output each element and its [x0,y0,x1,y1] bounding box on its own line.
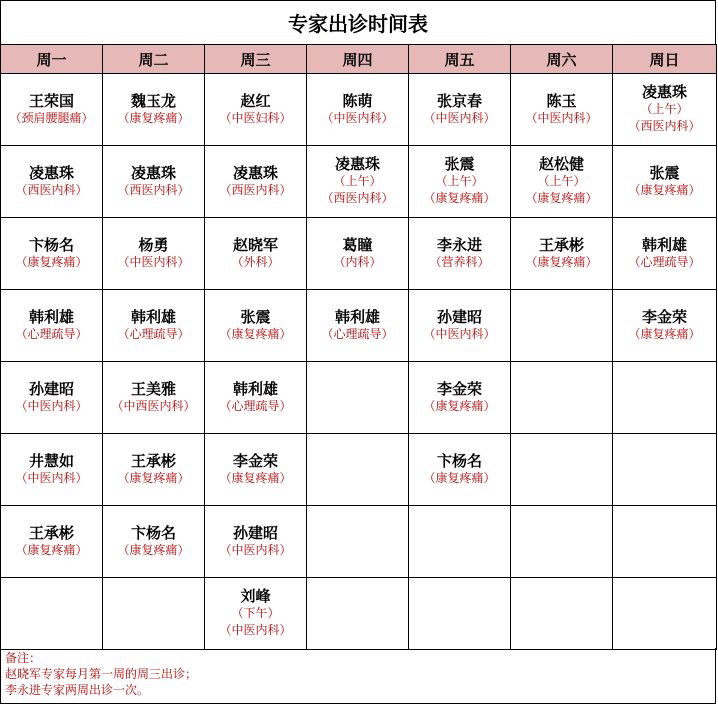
header-row [1,45,717,74]
table-row [1,146,717,218]
empty-cell [307,578,409,650]
doctor-cell [409,434,511,506]
department-label: （康复疼痛） [117,470,190,485]
department-label: （康复疼痛） [628,326,701,341]
department-label: （康复疼痛） [117,110,190,125]
doctor-entry [103,237,204,271]
session-time: （下午） [231,606,280,620]
department-label: （康复疼痛） [117,542,190,557]
department-label: （康复疼痛） [423,398,496,413]
doctor-cell [409,362,511,434]
doctor-name: 张震 [444,155,475,173]
note-line: 李永进专家两周出诊一次。 [5,683,150,697]
doctor-cell [511,218,613,290]
table-row [1,578,717,650]
department-label: （西医内科） [117,182,190,197]
doctor-cell [103,506,205,578]
department-label: （中医妇科） [219,110,292,125]
day-header-thu: 周四 [307,45,409,74]
department-label: （康复疼痛） [423,470,496,485]
empty-cell [613,434,717,506]
day-header-sun: 周日 [613,45,717,74]
doctor-name: 李金荣 [641,307,687,326]
doctor-name: 韩利雄 [232,379,278,398]
doctor-entry [205,588,306,639]
department-label: （康复疼痛） [423,191,496,205]
doctor-cell [103,74,205,146]
table-row [1,74,717,146]
doctor-name: 孙建昭 [436,307,482,326]
department-label: （内科） [333,254,382,269]
doctor-entry [511,156,612,207]
doctor-name: 卞杨名 [436,451,482,470]
doctor-entry [409,237,510,271]
department-label: （营养科） [429,254,490,269]
doctor-name: 葛瞳 [342,235,373,254]
doctor-entry [613,165,716,199]
doctor-entry [307,93,408,127]
doctor-entry [613,84,716,135]
department-label: （康复疼痛） [525,254,598,269]
doctor-entry [103,165,204,199]
doctor-name: 凌惠珠 [641,83,687,101]
department-label: （颈肩腰腿痛） [9,110,94,125]
empty-cell [511,434,613,506]
doctor-entry [307,237,408,271]
doctor-cell [307,146,409,218]
doctor-name: 凌惠珠 [232,163,278,182]
doctor-entry [103,93,204,127]
doctor-entry [205,237,306,271]
doctor-entry [409,453,510,487]
doctor-name: 张震 [240,307,271,326]
doctor-name: 张震 [649,163,680,182]
doctor-cell [1,362,103,434]
doctor-name: 魏玉龙 [130,91,176,110]
day-header-fri: 周五 [409,45,511,74]
doctor-cell [1,74,103,146]
department-label: （心理疏导） [15,326,88,341]
doctor-cell [205,362,307,434]
doctor-name: 韩利雄 [130,307,176,326]
doctor-cell [103,218,205,290]
doctor-entry [409,156,510,207]
empty-cell [613,578,717,650]
department-label: （西医内科） [15,182,88,197]
day-header-tue: 周二 [103,45,205,74]
doctor-cell [409,146,511,218]
doctor-name: 陈玉 [546,91,577,110]
department-label: （西医内科） [628,119,701,133]
empty-cell [511,578,613,650]
department-label: （心理疏导） [321,326,394,341]
session-time: （上午） [537,174,586,188]
doctor-entry [205,525,306,559]
doctor-entry [613,237,716,271]
department-label: （心理疏导） [117,326,190,341]
doctor-entry [409,381,510,415]
department-label: （心理疏导） [628,254,701,269]
doctor-entry [103,309,204,343]
doctor-cell [205,218,307,290]
department-label: （心理疏导） [219,398,292,413]
department-label: （康复疼痛） [15,542,88,557]
doctor-name: 赵晓军 [232,235,278,254]
doctor-name: 凌惠珠 [334,155,380,173]
table-row [1,290,717,362]
doctor-cell [103,362,205,434]
session-time: （上午） [333,174,382,188]
department-label: （中医内科） [423,326,496,341]
doctor-name: 杨勇 [138,235,169,254]
empty-cell [511,506,613,578]
doctor-name: 刘峰 [240,587,271,605]
empty-cell [511,362,613,434]
empty-cell [307,506,409,578]
notes-section [0,648,716,704]
doctor-cell [307,218,409,290]
department-label: （康复疼痛） [15,254,88,269]
doctor-entry [409,93,510,127]
department-label: （中医内科） [15,470,88,485]
department-label: （外科） [231,254,280,269]
doctor-cell [511,146,613,218]
department-label: （中医内科） [219,542,292,557]
doctor-cell [307,290,409,362]
doctor-name: 王承彬 [130,451,176,470]
doctor-cell [103,146,205,218]
schedule-table [0,44,717,650]
doctor-entry [205,453,306,487]
doctor-name: 孙建昭 [232,523,278,542]
empty-cell [409,578,511,650]
doctor-name: 井慧如 [28,451,74,470]
doctor-cell [1,146,103,218]
table-header [1,45,717,74]
department-label: （西医内科） [219,182,292,197]
empty-cell [103,578,205,650]
doctor-entry [205,309,306,343]
doctor-name: 赵松健 [538,155,584,173]
doctor-cell [1,506,103,578]
doctor-cell [511,74,613,146]
day-header-wed: 周三 [205,45,307,74]
page-title: 专家出诊时间表 [0,0,716,44]
doctor-name: 韩利雄 [334,307,380,326]
department-label: （中医内科） [321,110,394,125]
doctor-cell [307,74,409,146]
doctor-entry [307,309,408,343]
doctor-name: 凌惠珠 [28,163,74,182]
doctor-entry [103,453,204,487]
session-time: （上午） [640,102,689,116]
department-label: （康复疼痛） [219,326,292,341]
doctor-entry [205,93,306,127]
department-label: （中医内科） [219,623,292,637]
doctor-entry [1,381,102,415]
empty-cell [307,362,409,434]
table-row [1,362,717,434]
doctor-cell [409,74,511,146]
doctor-name: 韩利雄 [28,307,74,326]
doctor-cell [205,146,307,218]
department-label: （中西医内科） [111,398,196,413]
doctor-entry [1,525,102,559]
day-header-mon: 周一 [1,45,103,74]
doctor-cell [613,74,717,146]
doctor-entry [511,237,612,271]
department-label: （中医内科） [15,398,88,413]
department-label: （康复疼痛） [219,470,292,485]
doctor-name: 凌惠珠 [130,163,176,182]
doctor-cell [1,434,103,506]
doctor-entry [511,93,612,127]
doctor-cell [205,290,307,362]
doctor-name: 王承彬 [538,235,584,254]
notes-label: 备注： [5,651,42,665]
department-label: （中医内科） [423,110,496,125]
department-label: （西医内科） [321,191,394,205]
doctor-name: 卞杨名 [28,235,74,254]
doctor-entry [205,381,306,415]
empty-cell [307,434,409,506]
doctor-entry [1,453,102,487]
doctor-entry [103,525,204,559]
doctor-name: 陈萌 [342,91,373,110]
note-line: 赵晓军专家每月第一周的周三出诊； [5,667,198,681]
doctor-entry [1,309,102,343]
doctor-name: 赵红 [240,91,271,110]
doctor-cell [1,290,103,362]
empty-cell [511,290,613,362]
doctor-cell [205,434,307,506]
doctor-cell [1,218,103,290]
department-label: （康复疼痛） [525,191,598,205]
doctor-name: 李永进 [436,235,482,254]
doctor-cell [103,434,205,506]
doctor-name: 孙建昭 [28,379,74,398]
department-label: （康复疼痛） [628,182,701,197]
doctor-name: 王美雅 [130,379,176,398]
doctor-entry [613,309,716,343]
doctor-entry [307,156,408,207]
department-label: （中医内科） [525,110,598,125]
doctor-name: 张京春 [436,91,482,110]
doctor-cell [205,506,307,578]
table-row [1,218,717,290]
doctor-name: 卞杨名 [130,523,176,542]
day-header-sat: 周六 [511,45,613,74]
doctor-entry [1,165,102,199]
department-label: （中医内科） [117,254,190,269]
doctor-entry [1,237,102,271]
empty-cell [1,578,103,650]
doctor-name: 韩利雄 [641,235,687,254]
doctor-cell [613,218,717,290]
empty-cell [613,506,717,578]
doctor-entry [103,381,204,415]
doctor-name: 李金荣 [436,379,482,398]
doctor-name: 李金荣 [232,451,278,470]
table-row [1,434,717,506]
doctor-cell [409,218,511,290]
empty-cell [613,362,717,434]
doctor-cell [103,290,205,362]
session-time: （上午） [435,174,484,188]
doctor-entry [409,309,510,343]
table-row [1,506,717,578]
table-body [1,74,717,650]
doctor-entry [1,93,102,127]
doctor-entry [205,165,306,199]
empty-cell [409,506,511,578]
doctor-name: 王荣国 [28,91,74,110]
doctor-cell [613,146,717,218]
doctor-cell [205,74,307,146]
doctor-name: 王承彬 [28,523,74,542]
doctor-cell [205,578,307,650]
doctor-cell [409,290,511,362]
doctor-cell [613,290,717,362]
